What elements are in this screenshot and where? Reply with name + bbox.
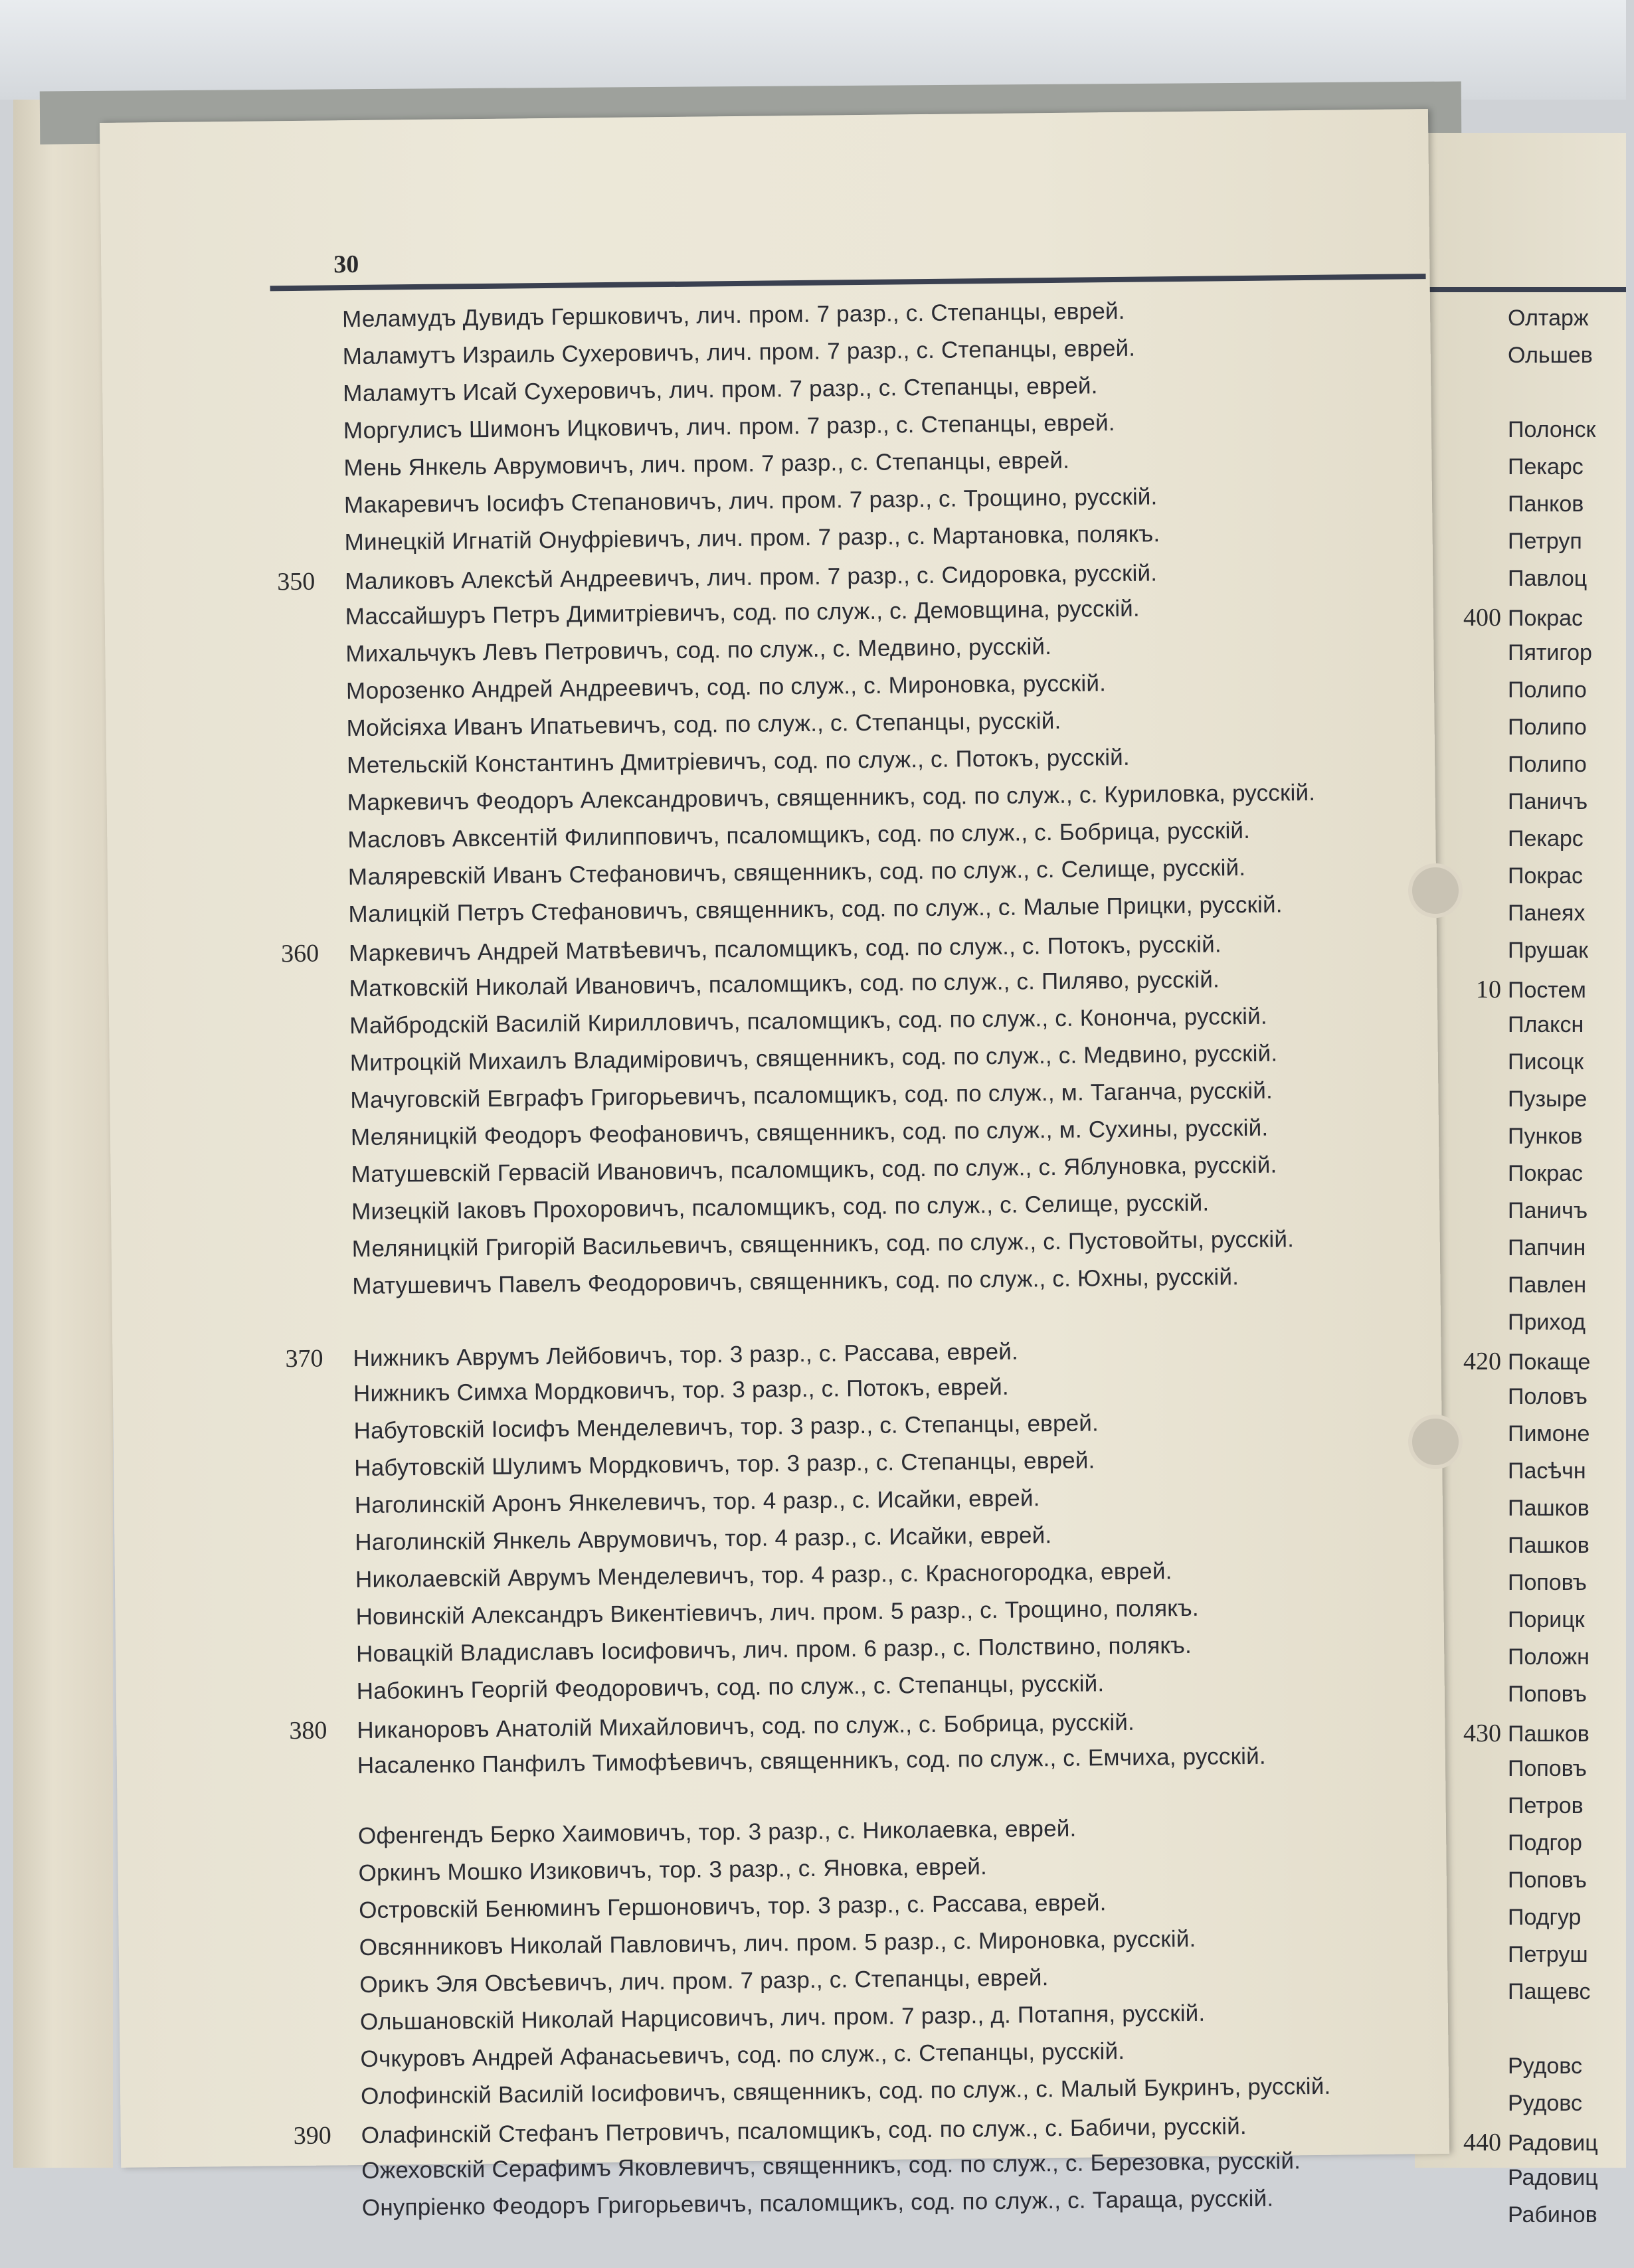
facing-entry-text: Рудовс: [1508, 2091, 1582, 2116]
entry-text: Наголинскій Аронъ Янкелевичъ, тор. 4 разр., с. Исайки, еврей.: [354, 1485, 1040, 1519]
entry-number: [277, 550, 345, 551]
entry-text: Нижникъ Аврумъ Лейбовичъ, тор. 3 разр., с. Рассава, еврей.: [353, 1338, 1019, 1372]
facing-entry-line: [1421, 1644, 1634, 1682]
facing-entry-number: 440: [1463, 2129, 1501, 2156]
facing-entry-text: Радовиц: [1508, 2165, 1598, 2190]
entry-text: Очкуровъ Андрей Афанасьевичъ, сод. по служ., с. Степанцы, русскій.: [360, 2038, 1125, 2073]
entry-number: [280, 810, 347, 811]
facing-entry-text: Пашков: [1508, 1533, 1589, 1558]
entry-number: [291, 1918, 359, 1919]
facing-entry-line: [1421, 1087, 1634, 1124]
page-number: 30: [333, 250, 359, 279]
facing-page: [1415, 133, 1626, 2227]
entry-number: [275, 364, 343, 365]
facing-entry-line: [1421, 2053, 1634, 2091]
entry-number: [282, 1033, 349, 1034]
entry-number: [292, 1955, 359, 1956]
facing-entry-text: Паничъ: [1508, 1198, 1588, 1223]
facing-entry-number: 430: [1463, 1719, 1501, 1747]
facing-entry-line: [1421, 789, 1634, 826]
entry-number: [280, 847, 347, 848]
facing-entry-line: [1421, 1198, 1634, 1235]
facing-entry-text: Рабинов: [1508, 2202, 1597, 2227]
entry-text: Ольшановскій Николай Нарцисовичъ, лич. пром. 7 разр., д. Потапня, русскій.: [359, 2000, 1206, 2036]
entry-text: Ожеховскій Серафимъ Яковлевичъ, священникъ, сод. по служ., с. Березовка, русскій.: [361, 2148, 1301, 2184]
facing-entry-text: Петруш: [1508, 1942, 1588, 1967]
facing-entry-number: 420: [1463, 1348, 1501, 1375]
entry-text: Николаевскій Аврумъ Менделевичъ, тор. 4 разр., с. Красногородка, еврей.: [355, 1558, 1172, 1593]
facing-entry-line: [1421, 1533, 1634, 1570]
entry-text: Новинскій Александръ Викентіевичъ, лич. пром. 5 разр., с. Трощино, полякъ.: [355, 1595, 1199, 1630]
facing-entry-line: [1421, 975, 1634, 1012]
entry-text: Маркевичъ Феодоръ Александровичъ, священникъ, сод. по служ., с. Куриловка, русскій.: [347, 779, 1316, 816]
facing-entry-line: [1421, 2016, 1634, 2053]
facing-entry-line: [1421, 2091, 1634, 2128]
entry-text: Митроцкій Михаилъ Владиміровичъ, священникъ, сод. по служ., с. Медвино, русскій.: [349, 1040, 1278, 1077]
facing-entry-text: Пашков: [1508, 1496, 1589, 1521]
facing-entry-text: Порицк: [1508, 1607, 1585, 1632]
entry-text: Меляницкій Феодоръ Феофановичъ, священникъ, сод. по служ., м. Сухины, русскій.: [350, 1114, 1269, 1151]
entry-text: Маркевичъ Андрей Матвѣевичъ, псаломщикъ, сод. по служ., с. Потокъ, русскій.: [348, 931, 1222, 967]
facing-entry-text: Полонск: [1508, 417, 1596, 442]
facing-entry-line: [1421, 640, 1634, 677]
entry-text: Набокинъ Георгій Феодоровичъ, сод. по служ., с. Степанцы, русскій.: [356, 1670, 1105, 1705]
entry-text: Олофинскій Василій Іосифовичъ, священникъ, сод. по служ., с. Малый Букринъ, русскій.: [360, 2073, 1331, 2110]
entry-number: [282, 996, 349, 997]
entry-section: [285, 1332, 1419, 1790]
facing-entry-line: [1421, 1868, 1634, 1905]
facing-entry-line: [1421, 1905, 1634, 1942]
entry-text: Офенгендъ Берко Хаимовичъ, тор. 3 разр., с. Николаевка, еврей.: [357, 1815, 1077, 1850]
entry-text: Онупріенко Феодоръ Григорьевичъ, псаломщикъ, сод. по служ., с. Таращa, русскій.: [361, 2185, 1274, 2222]
entry-text: Олафинскій Стефанъ Петровичъ, псаломщикъ, сод. по служ., с. Бабичи, русскій.: [361, 2113, 1247, 2149]
facing-entry-text: Пащевс: [1508, 1979, 1591, 2004]
entry-text: Матковскій Николай Ивановичъ, псаломщикъ, сод. по служ., с. Пиляво, русскій.: [349, 966, 1220, 1002]
entry-text: Массайшуръ Петръ Димитріевичъ, сод. по служ., с. Демовщина, русскій.: [345, 595, 1140, 630]
entry-number: [292, 1992, 360, 1993]
facing-entry-text: Пекарс: [1508, 826, 1584, 851]
facing-entry-text: Павлоц: [1508, 566, 1588, 591]
entry-text: Маляревскій Иванъ Стефановичъ, священникъ, сод. по служ., с. Селище, русскій.: [347, 854, 1246, 891]
facing-entry-line: [1421, 1161, 1634, 1198]
facing-entry-line: [1421, 1347, 1634, 1384]
facing-entry-line: [1421, 454, 1634, 491]
entry-text: Матушевичъ Павелъ Феодоровичъ, священникъ, сод. по служ., с. Юхны, русскій.: [352, 1264, 1239, 1300]
entry-text: Мень Янкель Аврумовичъ, лич. пром. 7 разр., с. Степанцы, еврей.: [343, 447, 1070, 481]
entry-text: Меляницкій Григорій Васильевичъ, священникъ, сод. по служ., с. Пустовойты, русскій.: [351, 1226, 1295, 1263]
entry-text: Наголинскій Янкель Аврумовичъ, тор. 4 разр., с. Исайки, еврей.: [355, 1522, 1052, 1556]
entry-number: [278, 624, 345, 625]
entry-number: [283, 1145, 351, 1146]
entry-number: 370: [285, 1344, 323, 1373]
facing-entry-text: Половъ: [1508, 1384, 1588, 1409]
entry-text: Орикъ Эля Овсѣевичъ, лич. пром. 7 разр., с. Степанцы, еврей.: [359, 1964, 1049, 1998]
entry-text: Минецкій Игнатій Онуфріевичъ, лич. пром. 7 разр., с. Мартановка, полякъ.: [344, 521, 1160, 556]
entry-number: [289, 1699, 357, 1700]
entry-text: Моргулисъ Шимонъ Ицковичъ, лич. пром. 7 разр., с. Степанцы, еврей.: [343, 410, 1115, 444]
facing-page-rule: [1415, 287, 1626, 292]
facing-entry-text: Пекарс: [1508, 454, 1584, 480]
entry-text: Михальчукъ Левъ Петровичъ, сод. по служ., с. Медвино, русскій.: [345, 634, 1052, 667]
entry-number: [284, 1182, 351, 1183]
entry-text: Мизецкій Іаковъ Прохоровичъ, псаломщикъ, сод. по служ., с. Селище, русскій.: [351, 1189, 1210, 1225]
facing-entry-text: Постем: [1508, 978, 1586, 1003]
facing-entry-text: Пашков: [1508, 1721, 1589, 1747]
entry-number: [279, 736, 347, 737]
entry-number: [279, 773, 347, 774]
entry-number: [293, 2104, 361, 2105]
entry-number: [275, 401, 343, 402]
entry-text: Майбродскій Василій Кирилловичъ, псаломщикъ, сод. по служ., с. Кононча, русскій.: [349, 1003, 1268, 1039]
facing-entry-text: Покрас: [1508, 606, 1584, 631]
facing-entry-line: [1421, 1793, 1634, 1830]
facing-entry-line: [1421, 417, 1634, 454]
entry-text: Никаноровъ Анатолій Михайловичъ, сод. по служ., с. Бобрица, русскій.: [357, 1709, 1135, 1744]
facing-entry-line: [1421, 715, 1634, 752]
entry-text: Нижникъ Симха Мордковичъ, тор. 3 разр., с. Потокъ, еврей.: [353, 1373, 1010, 1407]
facing-entry-line: [1421, 491, 1634, 529]
facing-entry-line: [1421, 1458, 1634, 1496]
facing-entry-line: [1421, 603, 1634, 640]
facing-entry-line: [1421, 1942, 1634, 1979]
facing-entry-text: Писоцк: [1508, 1049, 1584, 1075]
facing-entry-text: Положн: [1508, 1644, 1589, 1670]
facing-entry-text: Панков: [1508, 491, 1584, 517]
facing-entry-text: Поповъ: [1508, 1570, 1587, 1595]
facing-entry-text: Прушак: [1508, 938, 1589, 963]
entry-text: Островскій Бенюминъ Гершоновичъ, тор. 3 разр., с. Рассава, еврей.: [359, 1889, 1107, 1924]
entry-text: Набутовскій Іосифъ Менделевичъ, тор. 3 разр., с. Степанцы, еврей.: [353, 1410, 1099, 1444]
entry-text: Матушевскій Гервасій Ивановичъ, псаломщикъ, сод. по служ., с. Яблуновка, русскій.: [351, 1152, 1277, 1188]
facing-entry-text: Покрас: [1508, 863, 1584, 889]
facing-entry-text: Покаще: [1508, 1350, 1591, 1375]
entry-number: [288, 1550, 355, 1551]
facing-entry-text: Пасѣчн: [1508, 1458, 1586, 1484]
facing-entry-line: [1421, 1496, 1634, 1533]
entry-text: Маламутъ Израиль Сухеровичъ, лич. пром. 7 разр., с. Степанцы, еврей.: [342, 335, 1136, 370]
entry-number: 350: [277, 567, 316, 596]
entry-text: Новацкій Владиславъ Іосифовичъ, лич. пром. 6 разр., с. Полствино, полякъ.: [355, 1632, 1192, 1668]
entry-number: [288, 1587, 355, 1588]
facing-entry-text: Приход: [1508, 1310, 1586, 1335]
facing-entry-text: Радовиц: [1508, 2131, 1598, 2156]
entry-number: [286, 1401, 353, 1402]
entry-number: 360: [280, 939, 319, 968]
entry-number: [278, 661, 346, 662]
entry-text: Мойсіяха Иванъ Ипатьевичъ, сод. по служ., с. Степанцы, русскій.: [346, 707, 1061, 742]
facing-entry-line: [1421, 1272, 1634, 1310]
facing-page-entries: [1421, 305, 1634, 2239]
entry-number: [276, 438, 343, 439]
facing-entry-line: [1421, 529, 1634, 566]
entry-number: 390: [293, 2121, 331, 2150]
binding-ring: [1408, 863, 1463, 918]
entry-text: Набутовскій Шулимъ Мордковичъ, тор. 3 разр., с. Степанцы, еврей.: [354, 1447, 1095, 1482]
entry-number: [284, 1219, 351, 1220]
entry-text: Овсянниковъ Николай Павловичъ, лич. пром. 5 разр., с. Мироновка, русскій.: [359, 1925, 1196, 1961]
entry-text: Мачуговскій Евграфъ Григорьевичъ, псаломщикъ, сод. по служ., м. Таганча, русскій.: [350, 1077, 1273, 1114]
facing-entry-line: [1421, 1719, 1634, 1756]
facing-entry-text: Рудовс: [1508, 2053, 1582, 2079]
facing-entry-text: Пятигор: [1508, 640, 1592, 665]
entry-text: Масловъ Авксентій Филипповичъ, псаломщикъ, сод. по служ., с. Бобрица, русскій.: [347, 817, 1251, 853]
facing-entry-line: [1421, 380, 1634, 417]
entry-text: Морозенко Андрей Андреевичъ, сод. по служ., с. Мироновка, русскій.: [345, 670, 1107, 705]
facing-entry-text: Петруп: [1508, 529, 1582, 554]
facing-entry-line: [1421, 2165, 1634, 2202]
facing-entry-line: [1421, 566, 1634, 603]
entry-text: Оркинъ Мошко Изиковичъ, тор. 3 разр., с. Яновка, еврей.: [358, 1854, 988, 1887]
facing-entry-text: Поповъ: [1508, 1756, 1587, 1781]
facing-entry-line: [1421, 1682, 1634, 1719]
facing-entry-text: Поповъ: [1508, 1868, 1587, 1893]
header-rule: [270, 274, 1426, 291]
entry-text: Метельскій Константинъ Дмитріевичъ, сод. по служ., с. Потокъ, русскій.: [346, 744, 1131, 779]
facing-entry-line: [1421, 1570, 1634, 1607]
facing-entry-line: [1421, 1235, 1634, 1272]
entry-number: [294, 2178, 361, 2179]
facing-entry-line: [1421, 1830, 1634, 1868]
facing-entry-line: [1421, 1979, 1634, 2016]
entry-text: Меламудъ Дувидъ Гершковичъ, лич. пром. 7 разр., с. Степанцы, еврей.: [341, 298, 1125, 333]
facing-entry-text: Папчин: [1508, 1235, 1586, 1261]
facing-entry-text: Полипо: [1508, 752, 1587, 777]
entry-text: Насаленко Панфилъ Тимофѣевичъ, священникъ, сод. по служ., с. Емчиха, русскій.: [357, 1743, 1267, 1779]
entry-number: [288, 1624, 356, 1625]
entry-text: Малицкій Петръ Стефановичъ, священникъ, сод. по служ., с. Малые Прицки, русскій.: [348, 891, 1283, 928]
facing-entry-line: [1421, 826, 1634, 863]
facing-entry-text: Покрас: [1508, 1161, 1584, 1186]
facing-entry-text: Пунков: [1508, 1124, 1583, 1149]
facing-entry-line: [1421, 1384, 1634, 1421]
entry-text: Маликовъ Алексѣй Андреевичъ, лич. пром. 7 разр., с. Сидоровка, русскій.: [345, 560, 1158, 595]
facing-entry-text: Павлен: [1508, 1272, 1587, 1298]
facing-entry-text: Панеях: [1508, 901, 1586, 926]
facing-entry-line: [1421, 1756, 1634, 1793]
entry-section: [290, 1812, 1423, 2233]
facing-entry-text: Плаксн: [1508, 1012, 1584, 1037]
facing-entry-line: [1421, 1310, 1634, 1347]
facing-entry-line: [1421, 2202, 1634, 2239]
facing-entry-line: [1421, 938, 1634, 975]
document-page: [100, 109, 1449, 2222]
facing-entry-text: Олтарж: [1508, 305, 1589, 331]
facing-entry-text: Подгор: [1508, 1830, 1582, 1856]
facing-entry-text: Полипо: [1508, 677, 1587, 703]
facing-entry-text: Подгур: [1508, 1905, 1582, 1930]
facing-entry-text: Пимоне: [1508, 1421, 1590, 1446]
entry-text: Маламутъ Исай Сухеровичъ, лич. пром. 7 разр., с. Степанцы, еврей.: [343, 373, 1098, 407]
facing-entry-number: 10: [1476, 976, 1501, 1003]
facing-entry-line: [1421, 343, 1634, 380]
facing-entry-line: [1421, 1124, 1634, 1161]
facing-entry-line: [1421, 305, 1634, 343]
facing-entry-line: [1421, 1607, 1634, 1644]
entry-number: 380: [289, 1716, 327, 1745]
facing-entry-line: [1421, 1012, 1634, 1049]
binding-ring: [1408, 1415, 1463, 1469]
facing-entry-text: Ольшев: [1508, 343, 1593, 368]
entry-number: [290, 1773, 357, 1774]
entry-section: [274, 295, 1414, 1311]
facing-entry-line: [1421, 2128, 1634, 2165]
facing-entry-line: [1421, 1049, 1634, 1087]
entry-text: Макаревичъ Іосифъ Степановичъ, лич. пром. 7 разр., с. Трощино, русскій.: [343, 483, 1158, 519]
facing-entry-text: Полипо: [1508, 715, 1587, 740]
facing-entry-line: [1421, 752, 1634, 789]
facing-entry-text: Петров: [1508, 1793, 1584, 1818]
facing-entry-number: 400: [1463, 604, 1501, 632]
entry-number: [287, 1513, 355, 1514]
page-stack-edge: [13, 100, 113, 2168]
facing-entry-text: Поповъ: [1508, 1682, 1587, 1707]
facing-entry-text: Пузыре: [1508, 1087, 1588, 1112]
facing-entry-text: Паничъ: [1508, 789, 1588, 814]
entry-list: [274, 295, 1424, 2266]
facing-entry-line: [1421, 677, 1634, 715]
